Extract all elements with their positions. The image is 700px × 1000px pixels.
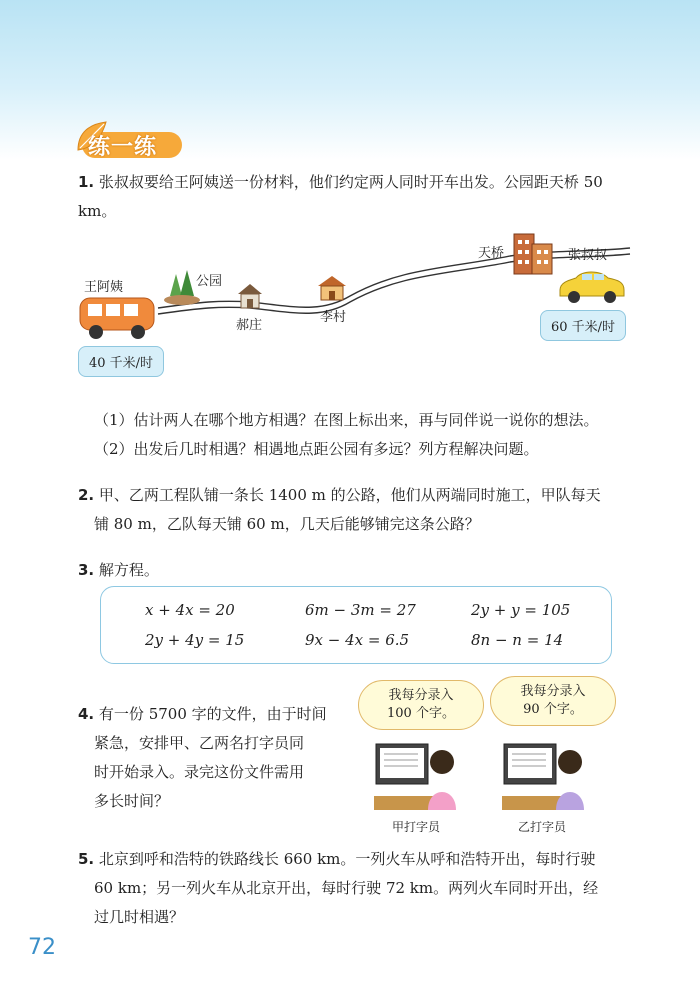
- label-park: 公园: [196, 274, 223, 289]
- typist-b-illustration: [500, 740, 596, 814]
- label-licun: 李村: [320, 310, 347, 325]
- bubble-b-line-2: 90 个字。: [523, 702, 583, 717]
- question-4-line-3: 时开始录入。录完这份文件需用: [94, 763, 305, 781]
- bubble-b-line-1: 我每分录入: [520, 684, 586, 699]
- question-2-line-1: 甲、乙两工程队铺一条长 1400 m 的公路，他们从两端同时施工，甲队每天: [98, 486, 601, 504]
- question-2-line-2: 铺 80 m，乙队每天铺 60 m，几天后能够铺完这条公路？: [94, 515, 480, 533]
- equation-5: 9x − 4x = 6.5: [305, 631, 410, 649]
- section-title: 练一练: [88, 135, 158, 160]
- car-icon: [556, 264, 628, 306]
- question-4-number: 4.: [78, 705, 95, 723]
- house-haozhuang-icon: [236, 282, 264, 312]
- equation-1: x + 4x = 20: [145, 601, 235, 619]
- question-3: [78, 556, 638, 585]
- section-title-badge: [72, 118, 192, 166]
- question-3-number: 3.: [78, 561, 95, 579]
- question-4-line-4: 多长时间？: [94, 792, 170, 810]
- question-2: [78, 481, 638, 510]
- question-5-line-2: 60 km；另一列火车从北京开出，每时行驶 72 km。两列火车同时开出，经: [94, 879, 599, 897]
- question-4: [78, 700, 358, 729]
- speech-bubble-a: [358, 680, 484, 730]
- bubble-a-line-1: 我每分录入: [388, 688, 454, 703]
- question-1-sub-2: （2）出发后几时相遇？相遇地点距公园有多远？列方程解决问题。: [94, 440, 539, 458]
- speed-right: 60 千米/时: [540, 310, 626, 341]
- question-1-text: 张叔叔要给王阿姨送一份材料，他们约定两人同时开车出发。公园距天桥 50 km。: [78, 173, 603, 220]
- question-2-number: 2.: [78, 486, 95, 504]
- typist-a-label: 甲打字员: [392, 820, 441, 834]
- question-5-line-3: 过几时相遇？: [94, 908, 185, 926]
- equation-3: 2y + y = 105: [471, 601, 571, 619]
- equation-2: 6m − 3m = 27: [305, 601, 416, 619]
- question-4-line-1: 有一份 5700 字的文件，由于时间: [98, 705, 327, 723]
- van-icon: [78, 292, 160, 342]
- label-bridge: 天桥: [478, 246, 505, 261]
- route-illustration: [70, 228, 650, 388]
- question-1-number: 1.: [78, 173, 95, 191]
- speed-left: 40 千米/时: [78, 346, 164, 377]
- speech-bubble-b: [490, 676, 616, 726]
- bubble-a-line-2: 100 个字。: [387, 706, 455, 721]
- question-1-sub-1: （1）估计两人在哪个地方相遇？在图上标出来，再与同伴说一说你的想法。: [94, 411, 599, 429]
- house-licun-icon: [316, 274, 348, 304]
- question-3-text: 解方程。: [98, 561, 159, 579]
- question-4-line-2: 紧急，安排甲、乙两名打字员同: [94, 734, 305, 752]
- question-5-number: 5.: [78, 850, 95, 868]
- equation-box: [100, 586, 612, 664]
- typist-b-label: 乙打字员: [518, 820, 567, 834]
- question-5-line-1: 北京到呼和浩特的铁路线长 660 km。一列火车从呼和浩特开出，每时行驶: [98, 850, 596, 868]
- page-number: 72: [28, 935, 56, 960]
- building-icon: [510, 228, 556, 276]
- equation-4: 2y + 4y = 15: [145, 631, 245, 649]
- question-1: [78, 168, 638, 226]
- label-wang: 王阿姨: [84, 280, 124, 295]
- typist-a-illustration: [372, 740, 468, 814]
- equation-6: 8n − n = 14: [471, 631, 564, 649]
- label-zhang: 张叔叔: [568, 248, 608, 263]
- question-5: [78, 845, 638, 874]
- label-haozhuang: 郝庄: [236, 318, 263, 333]
